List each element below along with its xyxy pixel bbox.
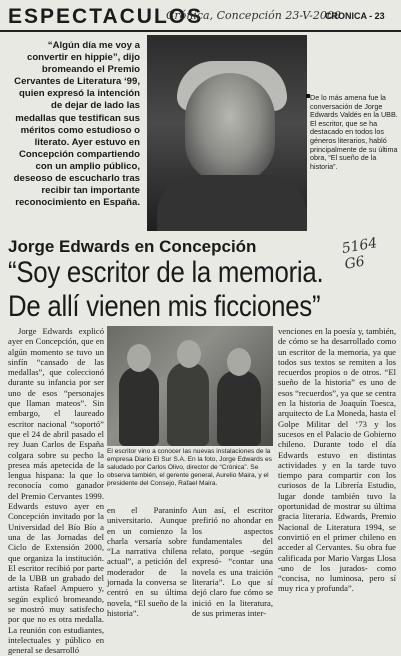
article-column-2 [107,505,187,618]
person-2-head [177,340,201,368]
article-column-4 [278,326,396,594]
photo-face [185,73,275,183]
group-photo [107,326,273,446]
column-3-text: Aun así, el escritor prefirió no ahondar en los aspectos fundamentales del relato, porque -según expresó- “contar una novela es una traición literaria”. Lo que sí dejó claro fue cómo se inició en la literatura, de sus primeras inter- [192,505,273,618]
headline-line-2: De allí vienen mis ficciones” [8,290,321,323]
column-4-text: venciones en la poesía y, también, de cómo se ha desarrollado como un escritor de la memoria, ya que todos sus textos se remiten a los recuerdos propios o de otros. “El sueño de la historia” es uno de esos “recuerdos”, ya que se centra en la historia de Joaquín Toesca, arquitecto de La Moneda, hasta el Golpe Militar del ‘73 y los sucesos en el Palacio de Gobierno chileno. Durante todo el día Edwards estuvo en distintas actividades y en la tarde tuvo tiempo para compartir con los curiosos de la Librería Estudio, lugar donde también tuvo la oportunidad de mostrar su última gracia literaria. Edwards, Premio Nacional de Literatura 1994, se convirtió en el primer chileno en acceder al Cervantes. Su obra fue calificada por Mario Vargas Llosa -uno de los jurados- como “concisa, no luminosa, pero sí muy rica y profunda”. [278,326,396,594]
photo-caption-2: El escritor vino a conocer las nuevas instalaciones de la empresa Diario El Sur S.A. En la foto, Jorge Edwards es saludado por Carlos Olivo, director de “Crónica”. Se observa también, el gerente general, Aurelio Maira, y el presidente del Consejo, Rafael Maira. [107,448,272,487]
person-1-head [127,344,151,372]
column-1-text: Jorge Edwards explicó ayer en Concepción, que en algún momento se tuvo un sinfín “cansado de las medallas”, que coleccionó durante su infancia por ser uno de esos “personajes que llaman mateos”. Sin embargo, el laureado escritor nacional “soportó” que el 24 de abril pasado el rey Juan Carlos de España colgara sobre su pecho la presea más apetecida de la lengua hispana: la que lo reconocía como ganador del Premio Cervantes 1999. Edwards estuvo ayer en Concepción invitado por la Universidad del Bío Bío a una de las Jornadas del Ciclo de Extensión 2000, que organiza la institución. El escritor recibió por parte de la UBB un grabado del artista Rafael Ampuero y, según explicó bromeando, se mostró muy satisfecho por que no es otra medalla. La reunión con estudiantes, intelectuales y público en general se desarrolló [8,326,104,656]
person-2 [167,362,209,446]
kicker: Jorge Edwards en Concepción [8,237,257,256]
lead-quote: “Algún día me voy a convertir en hippie”, dijo bromeando el Premio Cervantes de Literatura ‘99, quien expresó la intención de dejar de lado las medallas que testifican sus méritos como estudioso o literato. Ayer estuvo en Concepción compartiendo con un amplio público, deseoso de escucharlo tras recibir tan importante reconocimiento en España. [13,40,140,209]
person-3-head [227,348,251,376]
section-title: ESPECTACULOS [8,5,204,28]
person-3 [217,370,261,446]
publication-page: CRONICA - 23 [325,11,385,21]
column-2-text: en el Paraninfo universitario. Aunque en un comienzo la charla versaría sobre “La narrativa chilena actual”, a petición del moderador de la jornada la conversa se centró en su última novela, “El sueño de la historia”. [107,505,187,618]
article-column-3 [192,505,273,618]
article-column-1 [8,326,104,656]
handwritten-date: Crónica, Concepción 23-V-2000 [166,9,341,22]
headline-line-1: “Soy escritor de la memoria. [8,256,324,289]
headline [8,256,399,324]
photo-body [157,175,307,231]
portrait-photo [147,35,307,231]
archive-stamp: 5164 G6 [340,235,379,273]
photo-caption-1: De lo más amena fue la conversación de Jorge Edwards Valdés en la UBB. El escritor, que se ha destacado en todos los géneros literarios, habló principalmente de su última obra, “El sueño de la historia”. [310,93,398,171]
person-1 [119,366,159,446]
